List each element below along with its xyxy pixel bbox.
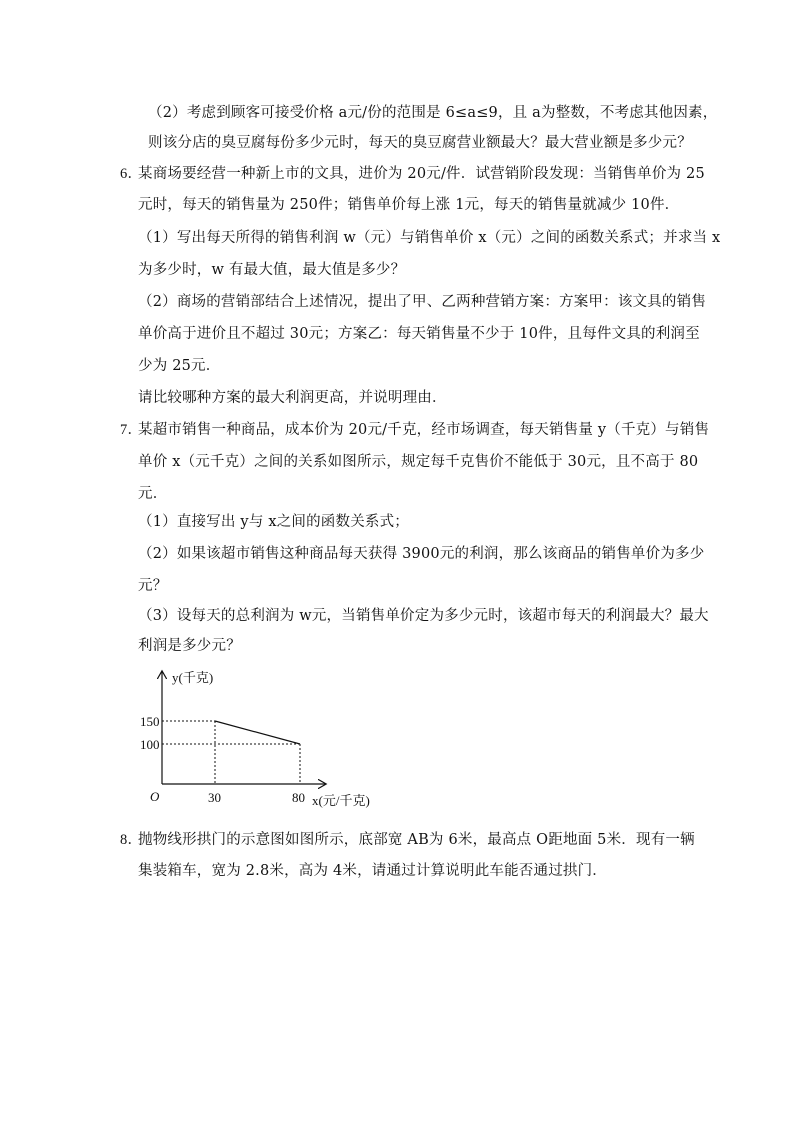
x-tick-30: 30 (208, 790, 221, 805)
q7-part1: （1）直接写出 y与 x之间的函数关系式； (138, 514, 410, 530)
x-axis-label: x(元/千克) (312, 793, 370, 808)
q6-part2-line2: 单价高于进价且不超过 30元；方案乙：每天销售量不少于 10件，且每件文具的利润至 (138, 326, 700, 342)
q6-part2-line1: （2）商场的营销部结合上述情况，提出了甲、乙两种营销方案：方案甲：该文具的销售 (138, 294, 707, 310)
q7-stem-line2: 单价 x（元千克）之间的关系如图所示，规定每千克售价不能低于 30元，且不高于 80 (138, 454, 699, 470)
q6-number: 6． (120, 166, 143, 182)
x-tick-80: 80 (292, 790, 305, 805)
series-line (215, 721, 300, 744)
y-axis-label: y(千克) (172, 670, 214, 685)
q6-stem-line1: 某商场要经营一种新上市的文具，进价为 20元/件．试营销阶段发现：当销售单价为 25 (138, 166, 705, 182)
q6-stem-line2: 元时，每天的销售量为 250件；销售单价每上涨 1元，每天的销售量就减少 10件． (138, 197, 680, 213)
q6-closing: 请比较哪种方案的最大利润更高，并说明理由． (138, 390, 447, 406)
y-tick-100: 100 (140, 737, 160, 752)
q7-stem-line1: 某超市销售一种商品，成本价为 20元/千克，经市场调查，每天销售量 y（千克）与销售 (138, 422, 710, 438)
q8-stem-line2: 集装箱车，宽为 2.8米，高为 4米，请通过计算说明此车能否通过拱门． (138, 863, 608, 879)
q7-part2-line1: （2）如果该超市销售这种商品每天获得 3900元的利润，那么该商品的销售单价为多少 (138, 546, 705, 562)
q7-part3-line1: （3）设每天的总利润为 w元，当销售单价定为多少元时，该超市每天的利润最大？最大 (138, 608, 709, 624)
q7-part3-line2: 利润是多少元？ (138, 638, 241, 654)
q6-part1-line2: 为多少时，w 有最大值，最大值是多少？ (138, 262, 406, 278)
q7-graph (140, 668, 390, 818)
q6-part1-line1: （1）写出每天所得的销售利润 w（元）与销售单价 x（元）之间的函数关系式；并求当 x (138, 230, 721, 246)
q7-stem-line3: 元． (138, 486, 168, 502)
q7-part2-line2: 元？ (138, 578, 168, 594)
q7-number: 7． (120, 422, 143, 438)
origin-label: O (150, 789, 160, 804)
q5-part2-line2: 则该分店的臭豆腐每份多少元时，每天的臭豆腐营业额最大？最大营业额是多少元？ (148, 135, 692, 151)
q5-part2-line1: （2）考虑到顾客可接受价格 a元/份的范围是 6≤a≤9，且 a为整数，不考虑其他因素， (148, 105, 718, 121)
y-tick-150: 150 (140, 714, 160, 729)
q8-number: 8． (120, 832, 143, 848)
q6-part2-line3: 少为 25元． (138, 358, 221, 374)
q8-stem-line1: 抛物线形拱门的示意图如图所示，底部宽 AB为 6米，最高点 O距地面 5米．现有一辆 (138, 832, 695, 848)
